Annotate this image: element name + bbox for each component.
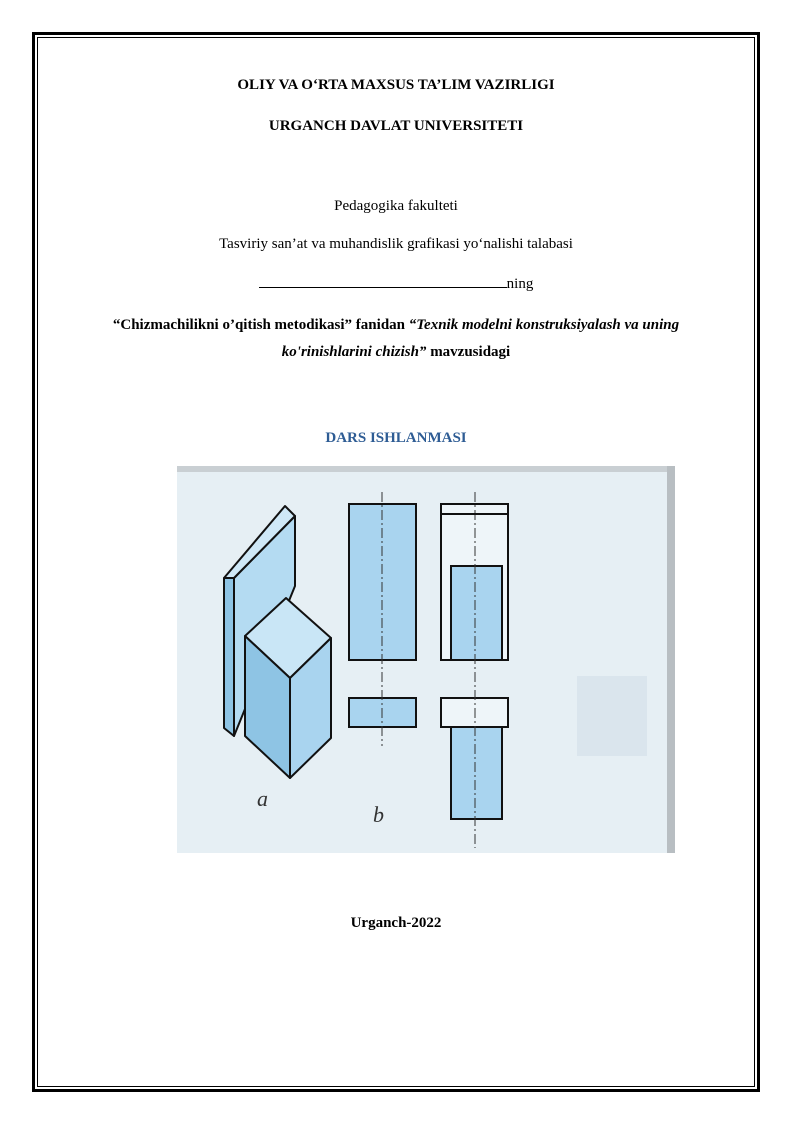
direction-line: Tasviriy san’at va muhandislik grafikasi yo‘nalishi talabasi bbox=[219, 236, 573, 252]
topic-part1: “Texnik modelni konstruksiyalash va uning bbox=[408, 317, 680, 333]
figure-right-edge bbox=[667, 466, 675, 853]
university-heading: URGANCH DAVLAT UNIVERSITETI bbox=[268, 118, 524, 134]
figure-top-edge bbox=[177, 466, 675, 472]
bottom-view-block bbox=[451, 727, 502, 819]
technical-drawing-figure bbox=[177, 466, 675, 853]
figure-bg-smudge bbox=[577, 676, 647, 756]
student-suffix: ning bbox=[506, 276, 534, 292]
ministry-heading: OLIY VA O‘RTA MAXSUS TA’LIM VAZIRLIGI bbox=[237, 77, 555, 93]
subject-line-2 bbox=[37, 344, 755, 361]
subject-line bbox=[37, 317, 755, 334]
student-name-blank bbox=[259, 275, 507, 288]
subject-prefix: “Chizmachilikni o’qitish metodikasi” fanidan bbox=[112, 317, 409, 333]
label-b: b bbox=[373, 802, 384, 827]
side-view-inner bbox=[451, 566, 502, 660]
city-year: Urganch-2022 bbox=[350, 915, 442, 931]
tall-prism-left-face bbox=[224, 578, 234, 736]
faculty-line: Pedagogika fakulteti bbox=[334, 198, 458, 214]
subject-suffix: mavzusidagi bbox=[426, 344, 511, 360]
student-name-line bbox=[37, 275, 755, 293]
document-title: DARS ISHLANMASI bbox=[325, 430, 467, 446]
topic-part2: ko'rinishlarini chizish” bbox=[281, 344, 427, 360]
label-a: a bbox=[257, 786, 268, 811]
